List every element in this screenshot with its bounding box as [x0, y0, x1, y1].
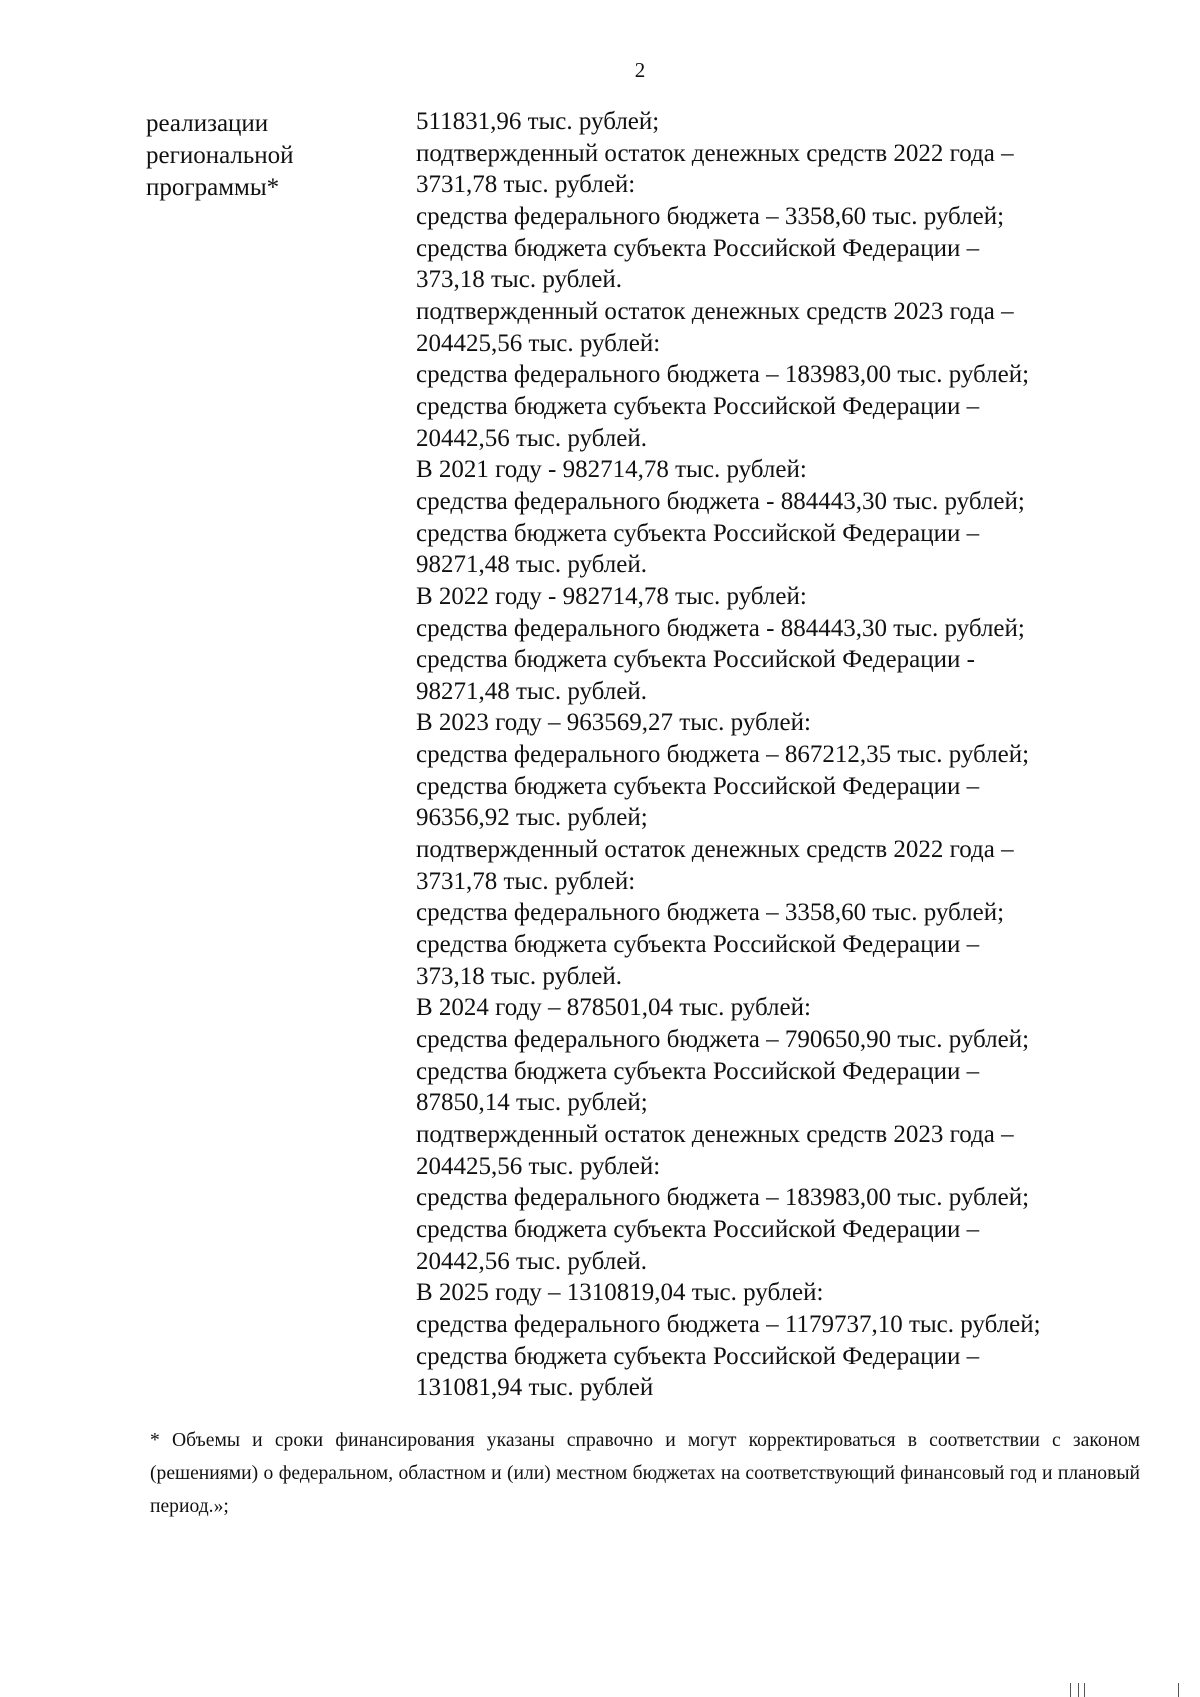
funding-line: средства бюджета субъекта Российской Федерации – — [416, 931, 980, 959]
scan-artifact — [1070, 1683, 1071, 1697]
scan-artifact — [1078, 1683, 1079, 1697]
funding-line: подтвержденный остаток денежных средств 2022 года – — [416, 836, 1014, 864]
funding-line: В 2024 году – 878501,04 тыс. рублей: — [416, 994, 811, 1022]
page-number: 2 — [634, 58, 646, 82]
funding-line: средства федерального бюджета - 884443,30 тыс. рублей; — [416, 487, 1025, 515]
funding-line: 373,18 тыс. рублей. — [416, 266, 622, 294]
funding-line: средства бюджета субъекта Российской Федерации – — [416, 1057, 980, 1085]
funding-line: подтвержденный остаток денежных средств 2023 года – — [416, 297, 1014, 325]
funding-line: средства бюджета субъекта Российской Федерации – — [416, 392, 980, 420]
funding-line: В 2023 году – 963569,27 тыс. рублей: — [416, 709, 811, 737]
row-label — [146, 108, 376, 204]
funding-line: 20442,56 тыс. рублей. — [416, 424, 647, 452]
funding-line: 373,18 тыс. рублей. — [416, 962, 622, 990]
funding-line: В 2022 году - 982714,78 тыс. рублей: — [416, 582, 807, 610]
funding-line: 204425,56 тыс. рублей: — [416, 1152, 661, 1180]
funding-line: средства бюджета субъекта Российской Федерации - — [416, 646, 975, 674]
funding-line: 204425,56 тыс. рублей: — [416, 329, 661, 357]
footnote: * Объемы и сроки финансирования указаны справочно и могут корректироваться в соответствии с законом (решениями) о федеральном, областном и (или) местном бюджетах на соответствующий финансовый год и плановый период.»; — [150, 1430, 1140, 1517]
funding-line: 511831,96 тыс. рублей; — [416, 108, 660, 135]
funding-line: 3731,78 тыс. рублей: — [416, 867, 636, 895]
funding-line: средства федерального бюджета – 1179737,10 тыс. рублей; — [416, 1310, 1041, 1338]
row-label-line: реализации — [146, 110, 269, 137]
row-label-line: региональной — [146, 142, 294, 169]
funding-line: В 2025 году – 1310819,04 тыс. рублей: — [416, 1279, 824, 1307]
funding-line: средства федерального бюджета – 183983,00 тыс. рублей; — [416, 361, 1030, 389]
funding-line: средства бюджета субъекта Российской Федерации – — [416, 1215, 980, 1243]
funding-line: 96356,92 тыс. рублей; — [416, 804, 648, 832]
funding-line: средства бюджета субъекта Российской Федерации – — [416, 772, 980, 800]
funding-line: 3731,78 тыс. рублей: — [416, 171, 636, 199]
funding-line: средства бюджета субъекта Российской Федерации – — [416, 519, 980, 547]
funding-line: 98271,48 тыс. рублей. — [416, 551, 647, 579]
funding-line: 20442,56 тыс. рублей. — [416, 1247, 647, 1275]
funding-line: средства федерального бюджета – 183983,00 тыс. рублей; — [416, 1184, 1030, 1212]
funding-line: средства федерального бюджета – 790650,90 тыс. рублей; — [416, 1026, 1030, 1054]
row-label-line: программы* — [146, 174, 280, 201]
funding-line: средства бюджета субъекта Российской Федерации – — [416, 234, 980, 262]
funding-details — [416, 106, 1146, 1404]
funding-line: 131081,94 тыс. рублей — [416, 1374, 654, 1402]
funding-line: средства федерального бюджета - 884443,30 тыс. рублей; — [416, 614, 1025, 642]
funding-line: средства федерального бюджета – 867212,35 тыс. рублей; — [416, 741, 1030, 769]
funding-line: 98271,48 тыс. рублей. — [416, 677, 647, 705]
scan-artifact — [1178, 1683, 1179, 1697]
scan-artifact — [1084, 1683, 1085, 1697]
funding-line: 87850,14 тыс. рублей; — [416, 1089, 648, 1117]
funding-line: средства федерального бюджета – 3358,60 тыс. рублей; — [416, 899, 1005, 927]
funding-line: средства бюджета субъекта Российской Федерации – — [416, 1342, 980, 1370]
funding-line: подтвержденный остаток денежных средств 2023 года – — [416, 1121, 1014, 1148]
funding-line: средства федерального бюджета – 3358,60 тыс. рублей; — [416, 202, 1005, 230]
funding-line: В 2021 году - 982714,78 тыс. рублей: — [416, 456, 807, 484]
funding-line: подтвержденный остаток денежных средств 2022 года – — [416, 139, 1014, 167]
